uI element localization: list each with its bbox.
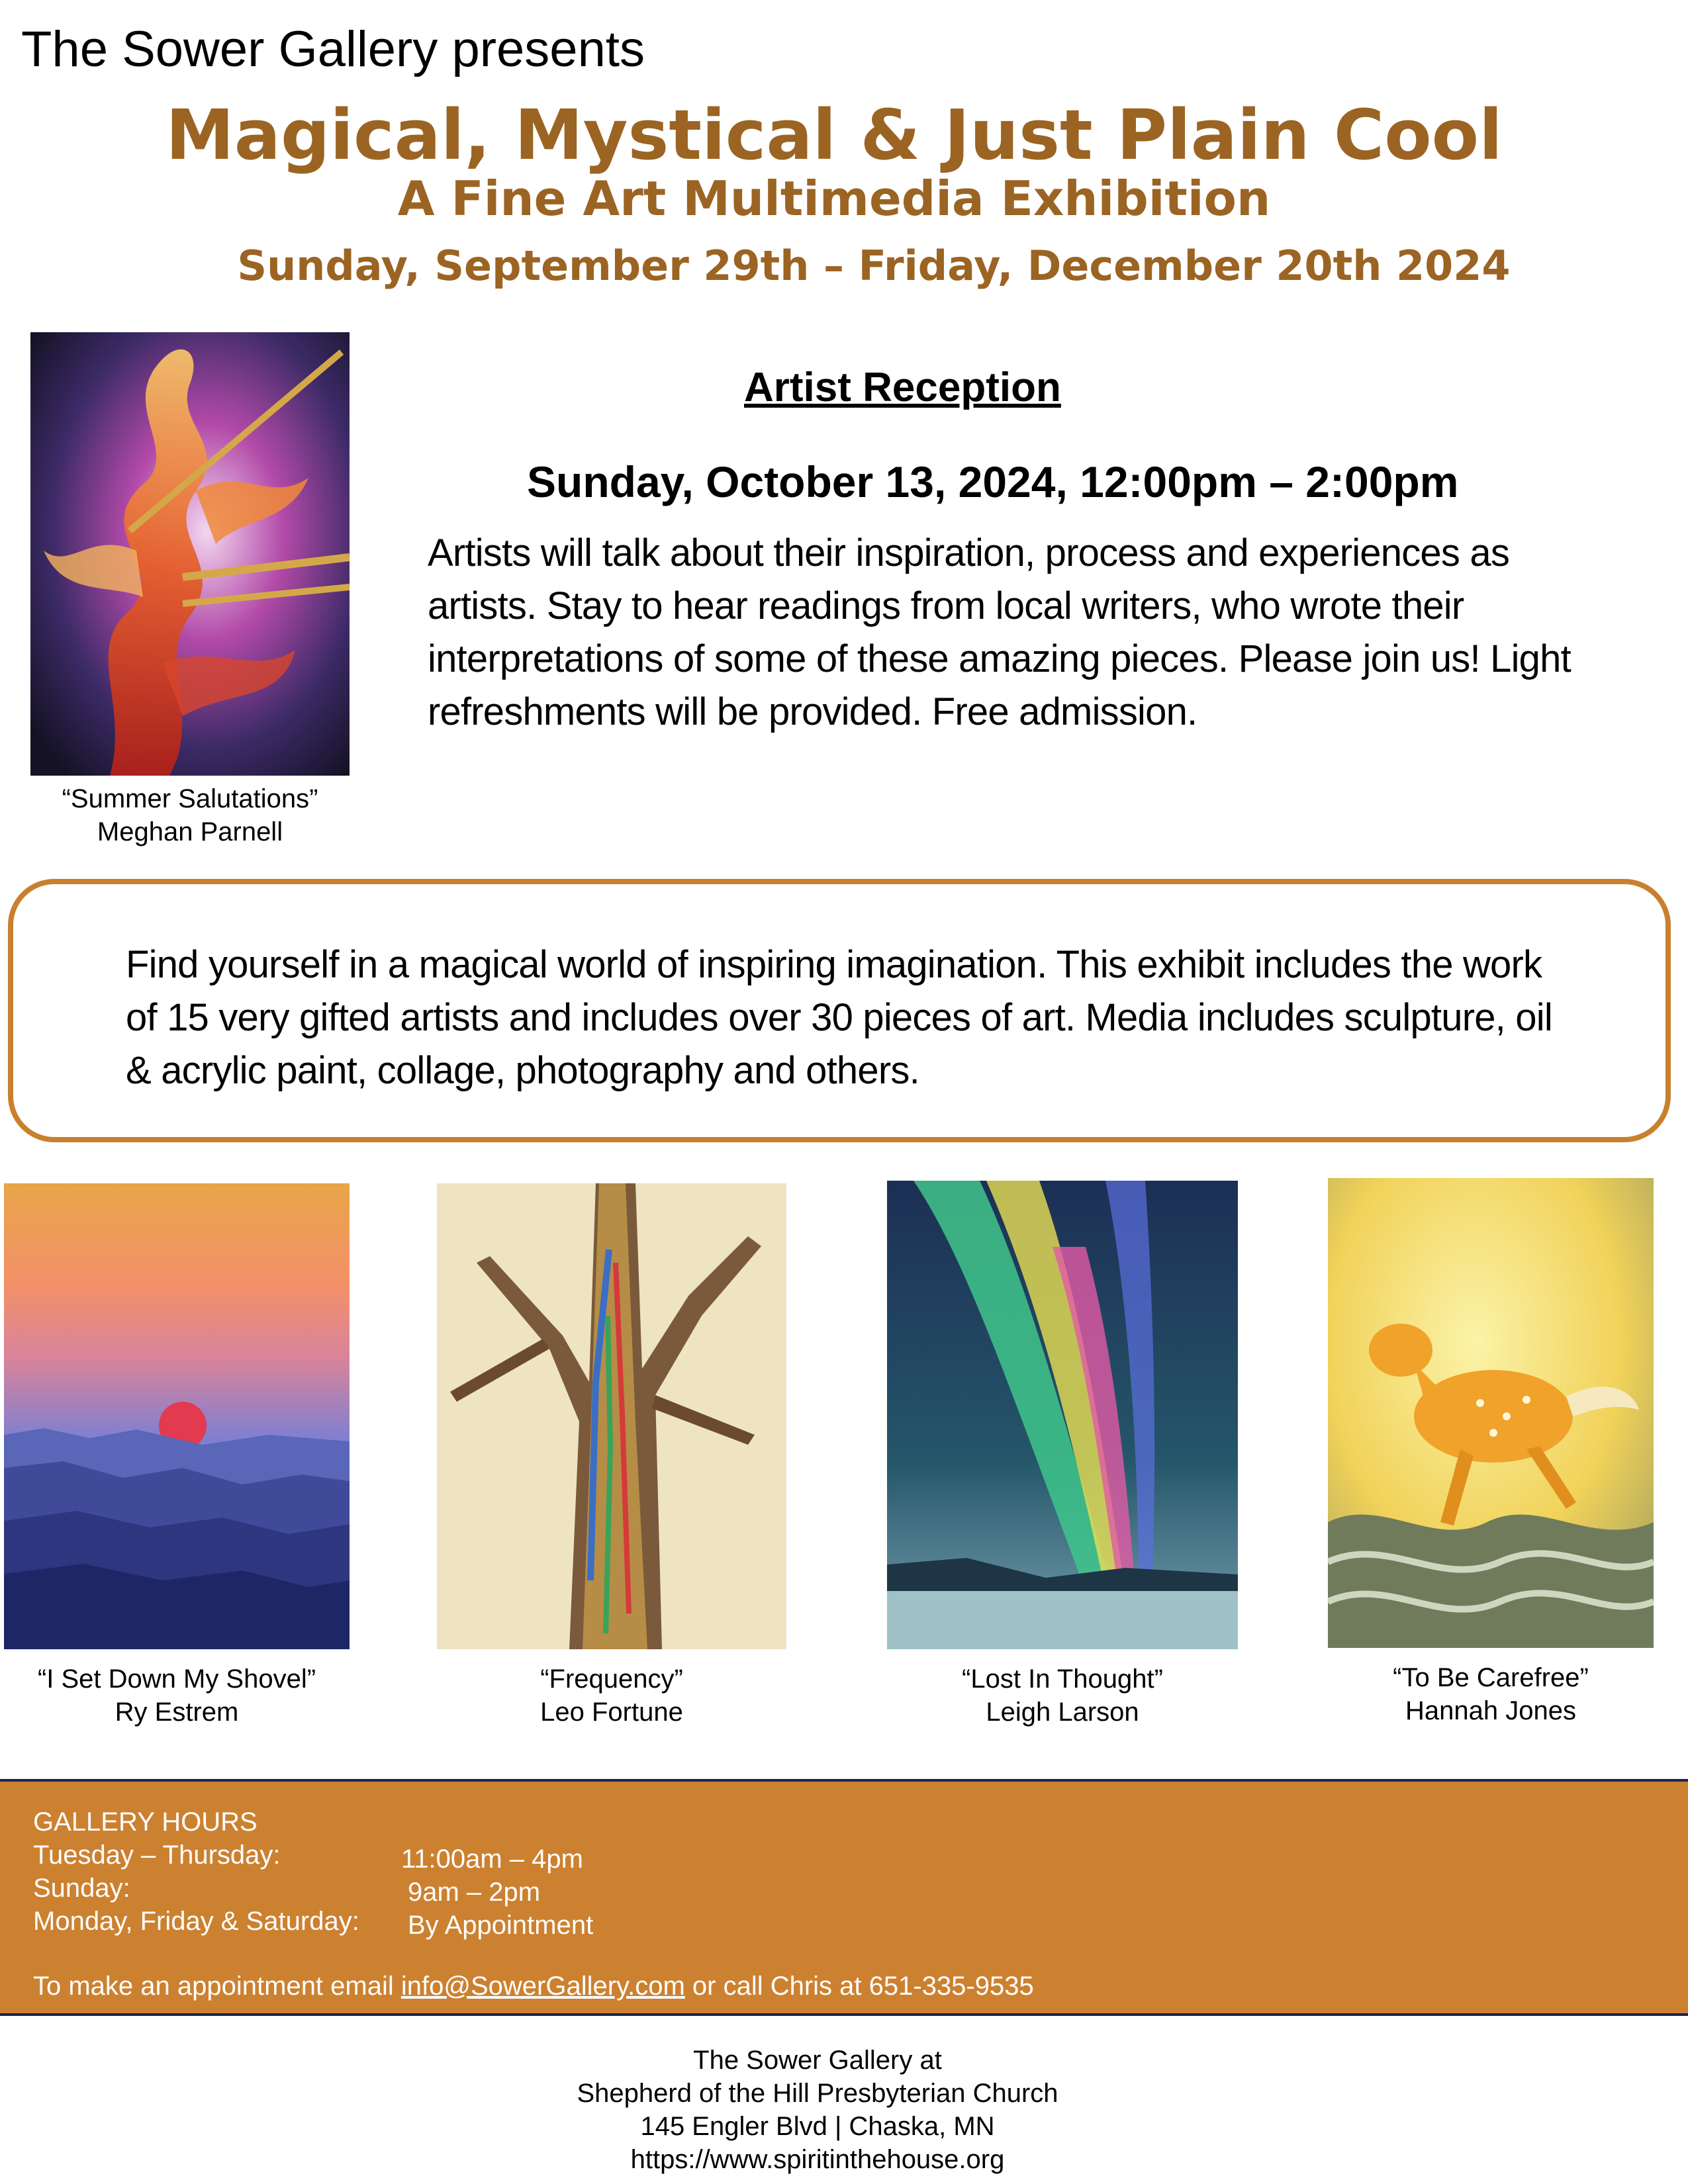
email-link[interactable]: info@SowerGallery.com [400, 1972, 685, 2001]
i-set-down-my-shovel-image [4, 1183, 350, 1649]
artwork-artist: Hannah Jones [1405, 1696, 1576, 1725]
summer-salutations-title: “Summer Salutations” [62, 784, 318, 813]
reception-description: Artists will talk about their inspiration, process and experiences as artists. Stay to hear readings from local writers, who wrote their interpretations of some of these amazing pieces. Please join us! Light refreshments will be provided. Free admission. [428, 531, 1571, 733]
footer-line: Shepherd of the Hill Presbyterian Church [577, 2079, 1058, 2108]
artwork-artist: Leigh Larson [986, 1698, 1139, 1727]
gallery-hours-heading: GALLERY HOURS [33, 1807, 258, 1837]
exhibition-dates: Sunday, September 29th – Friday, December 20th 2024 [237, 242, 1511, 290]
artwork-title: “Lost In Thought” [962, 1664, 1163, 1694]
reception-date: Sunday, October 13, 2024, 12:00pm – 2:00pm [527, 457, 1459, 506]
hours-time: 11:00am – 4pm [401, 1844, 583, 1874]
reception-heading: Artist Reception [744, 365, 1061, 410]
hours-time: By Appointment [408, 1911, 594, 1940]
summer-salutations-artist: Meghan Parnell [97, 817, 283, 846]
artwork-artist: Leo Fortune [540, 1698, 683, 1727]
footer-website-link[interactable]: https://www.spiritinthehouse.org [630, 2145, 1005, 2174]
intro-text: Find yourself in a magical world of inspiring imagination. This exhibit includes the work of 15 very gifted artists and includes over 30 pieces of art. Media includes sculpture, oil & acrylic paint, collage, photography and others. [126, 943, 1552, 1092]
footer-line: The Sower Gallery at [693, 2046, 942, 2075]
artwork-title: “To Be Carefree” [1393, 1663, 1589, 1692]
summer-salutations-image [30, 332, 350, 776]
gallery-hours-panel [0, 1779, 1688, 2016]
artwork-artist: Ry Estrem [115, 1698, 239, 1727]
appointment-line [33, 1970, 1034, 2003]
artwork-title: “I Set Down My Shovel” [37, 1664, 316, 1694]
hours-time: 9am – 2pm [408, 1878, 541, 1907]
frequency-image [437, 1183, 786, 1649]
footer-address [0, 2044, 1635, 2176]
hours-days: Tuesday – Thursday: [33, 1841, 281, 1870]
footer-line: 145 Engler Blvd | Chaska, MN [640, 2112, 995, 2141]
appointment-suffix: or call Chris at 651-335-9535 [692, 1972, 1034, 2001]
appointment-prefix: To make an appointment email [33, 1972, 394, 2001]
artwork-title: “Frequency” [540, 1664, 683, 1694]
hours-days: Monday, Friday & Saturday: [33, 1907, 359, 1936]
presenter-line: The Sower Gallery presents [21, 21, 645, 77]
hours-days: Sunday: [33, 1874, 130, 1903]
lost-in-thought-image [887, 1181, 1238, 1649]
exhibition-subtitle: A Fine Art Multimedia Exhibition [397, 171, 1271, 226]
exhibition-title: Magical, Mystical & Just Plain Cool [165, 95, 1503, 175]
to-be-carefree-image [1328, 1178, 1654, 1648]
